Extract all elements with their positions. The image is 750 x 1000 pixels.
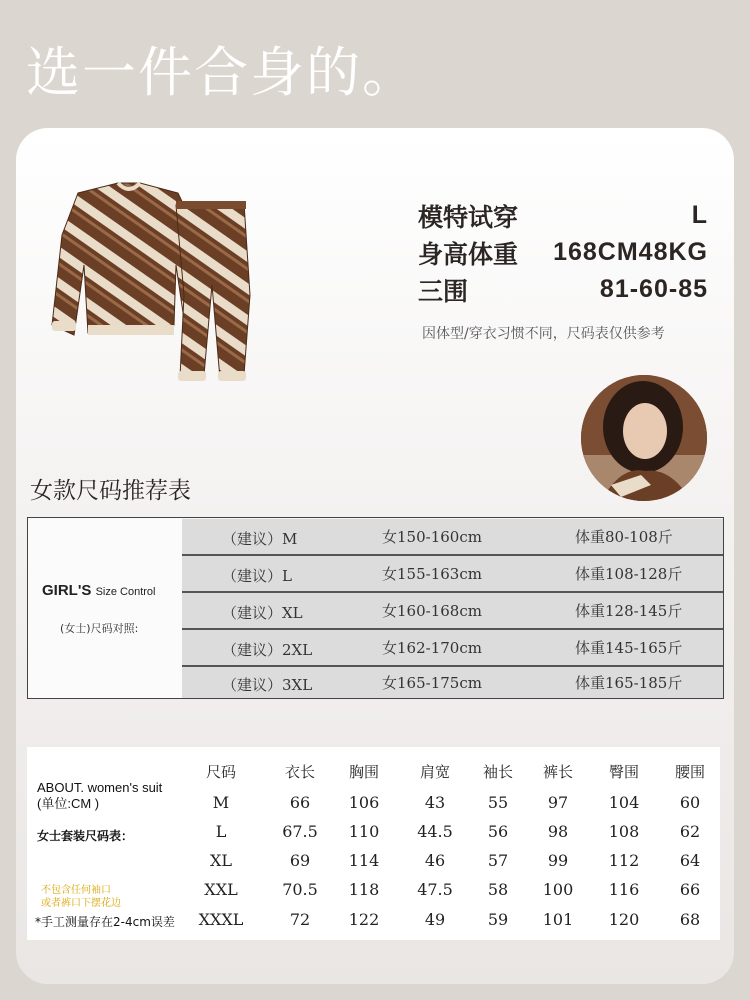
measurement-cell: 100 bbox=[542, 880, 574, 899]
table-row bbox=[182, 519, 723, 554]
measurement-cell: 120 bbox=[608, 910, 640, 929]
model-info bbox=[418, 197, 708, 308]
measurement-cell: 49 bbox=[424, 910, 446, 929]
size-cell: XXXL bbox=[198, 910, 244, 929]
height-cell: 女165-175cm bbox=[382, 674, 482, 692]
size-cell: XL bbox=[209, 851, 233, 870]
girls-table-header bbox=[28, 518, 182, 698]
measurement-cell: 70.5 bbox=[282, 880, 318, 899]
product-image bbox=[48, 175, 258, 390]
model-value: L bbox=[691, 201, 708, 229]
weight-cell: 体重165-185斤 bbox=[575, 674, 683, 692]
table-row bbox=[182, 667, 723, 698]
model-row bbox=[418, 271, 708, 308]
cuff-note-line: 或者裤口下摆花边 bbox=[41, 898, 121, 909]
cuff-note bbox=[41, 884, 121, 910]
measurement-cell: 66 bbox=[289, 793, 311, 812]
column-header: 尺码 bbox=[205, 763, 237, 781]
unit-label: (单位:CM ) bbox=[37, 796, 100, 811]
column-header: 肩宽 bbox=[419, 763, 451, 781]
size-cell: （建议）2XL bbox=[222, 641, 313, 659]
about-label: ABOUT. women's suit bbox=[37, 780, 163, 795]
measurement-cell: 47.5 bbox=[417, 880, 453, 899]
cuff-note-line: 不包含任何袖口 bbox=[41, 885, 111, 896]
measurement-cell: 104 bbox=[608, 793, 640, 812]
measurement-cell: 46 bbox=[424, 851, 446, 870]
measurement-cell: 112 bbox=[608, 851, 640, 870]
measurement-cell: 98 bbox=[547, 822, 569, 841]
measurement-cell: 114 bbox=[348, 851, 380, 870]
measurement-cell: 110 bbox=[348, 822, 380, 841]
size-cell: XXL bbox=[204, 880, 238, 899]
size-disclaimer: 因体型/穿衣习惯不同，尺码表仅供参考 bbox=[422, 326, 665, 342]
weight-cell: 体重145-165斤 bbox=[575, 639, 683, 657]
measurement-cell: 59 bbox=[487, 910, 509, 929]
column-header: 腰围 bbox=[674, 763, 706, 781]
girls-size-control-title bbox=[42, 582, 156, 599]
measurement-cell: 58 bbox=[487, 880, 509, 899]
measurement-cell: 55 bbox=[487, 793, 509, 812]
page-headline: 选一件合身的。 bbox=[26, 41, 418, 104]
weight-cell: 体重80-108斤 bbox=[575, 528, 673, 546]
model-value: 168CM48KG bbox=[553, 238, 708, 266]
measurement-cell: 122 bbox=[348, 910, 380, 929]
table-row bbox=[182, 556, 723, 591]
size-cell: （建议）L bbox=[222, 567, 292, 585]
height-cell: 女150-160cm bbox=[382, 528, 482, 546]
model-label: 身高体重 bbox=[418, 239, 519, 269]
measurement-cell: 106 bbox=[348, 793, 380, 812]
model-label: 模特试穿 bbox=[418, 202, 519, 232]
measurement-cell: 44.5 bbox=[417, 822, 453, 841]
chart-about bbox=[37, 780, 162, 812]
measurement-cell: 101 bbox=[542, 910, 574, 929]
height-cell: 女162-170cm bbox=[382, 639, 482, 657]
model-label: 三围 bbox=[418, 276, 469, 306]
measurement-note: *手工测量存在2-4cm误差 bbox=[35, 915, 175, 929]
table-row bbox=[182, 630, 723, 665]
column-header: 裤长 bbox=[542, 763, 574, 781]
measurement-cell: 60 bbox=[679, 793, 701, 812]
measurement-cell: 67.5 bbox=[282, 822, 318, 841]
measurement-cell: 56 bbox=[487, 822, 509, 841]
measurement-cell: 118 bbox=[348, 880, 380, 899]
girls-table-title: 女款尺码推荐表 bbox=[30, 478, 191, 504]
measurement-cell: 43 bbox=[424, 793, 446, 812]
girls-title-main: GIRL'S bbox=[42, 582, 92, 599]
size-cell: （建议）3XL bbox=[222, 676, 313, 694]
model-avatar bbox=[581, 375, 707, 501]
size-cell: L bbox=[215, 822, 227, 841]
height-cell: 女155-163cm bbox=[382, 565, 482, 583]
girls-size-table bbox=[27, 517, 724, 699]
suit-chart-label: 女士套装尺码表： bbox=[37, 829, 134, 843]
girls-subtitle: (女士)尺码对照: bbox=[60, 622, 139, 635]
measurement-cell: 97 bbox=[547, 793, 569, 812]
column-header: 臀围 bbox=[608, 763, 640, 781]
measurement-cell: 66 bbox=[679, 880, 701, 899]
column-header: 衣长 bbox=[284, 763, 316, 781]
womens-suit-size-chart bbox=[27, 747, 720, 940]
measurement-cell: 62 bbox=[679, 822, 701, 841]
measurement-cell: 69 bbox=[289, 851, 311, 870]
weight-cell: 体重128-145斤 bbox=[575, 602, 683, 620]
model-row bbox=[418, 197, 708, 234]
measurement-cell: 57 bbox=[487, 851, 509, 870]
measurement-cell: 64 bbox=[679, 851, 701, 870]
size-cell: （建议）XL bbox=[222, 604, 303, 622]
size-cell: M bbox=[212, 793, 230, 812]
column-header: 胸围 bbox=[348, 763, 380, 781]
table-row bbox=[182, 593, 723, 628]
measurement-cell: 116 bbox=[608, 880, 640, 899]
measurement-cell: 99 bbox=[547, 851, 569, 870]
measurement-cell: 68 bbox=[679, 910, 701, 929]
measurement-cell: 108 bbox=[608, 822, 640, 841]
model-row bbox=[418, 234, 708, 271]
height-cell: 女160-168cm bbox=[382, 602, 482, 620]
column-header: 袖长 bbox=[482, 763, 514, 781]
weight-cell: 体重108-128斤 bbox=[575, 565, 683, 583]
size-cell: （建议）M bbox=[222, 530, 298, 548]
girls-title-small: Size Control bbox=[95, 586, 156, 598]
measurement-cell: 72 bbox=[289, 910, 311, 929]
model-value: 81-60-85 bbox=[599, 275, 708, 303]
